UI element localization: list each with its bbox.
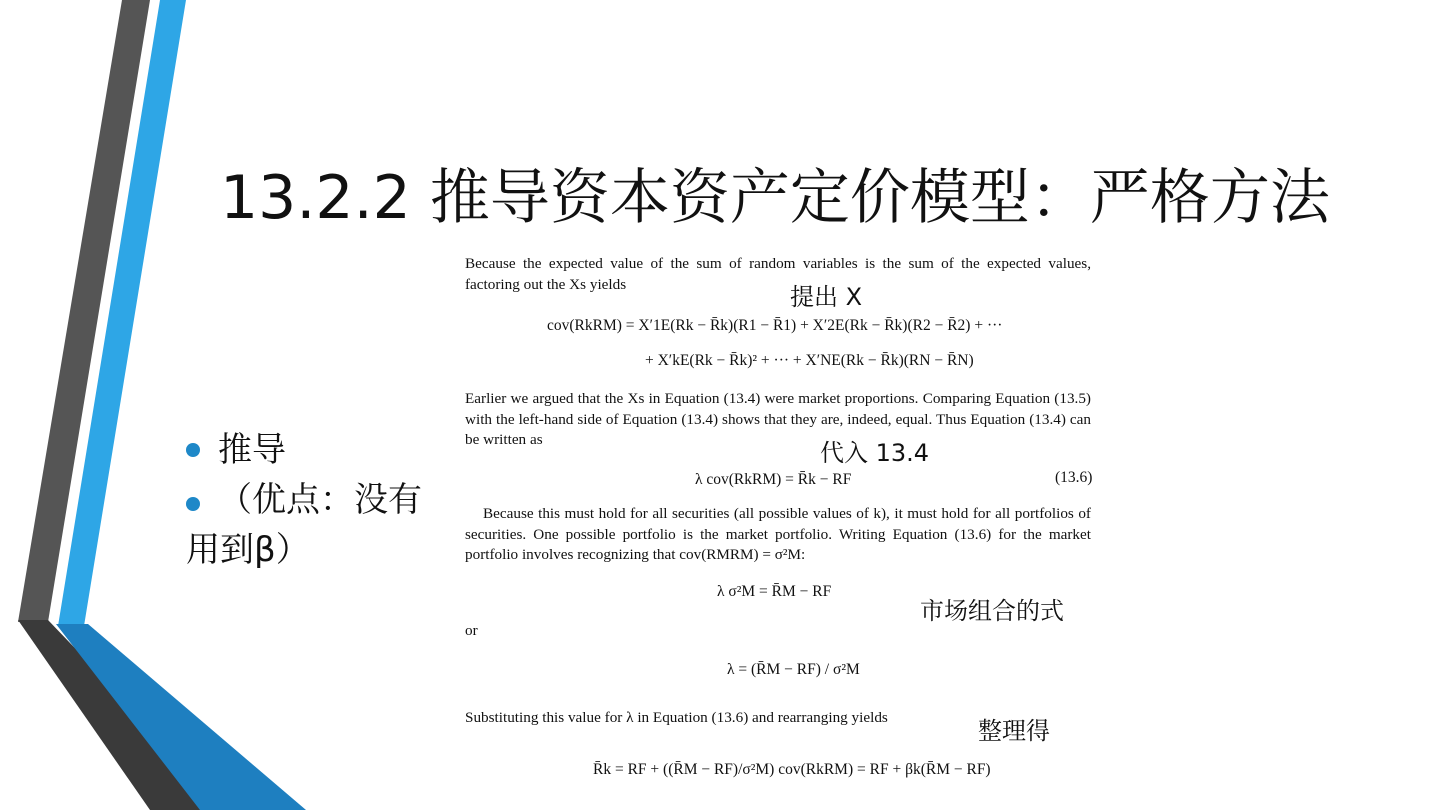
- paragraph-2: Earlier we argued that the Xs in Equation (13.4) were market proportions. Comparing Equation (13.5) with the left-hand side of Equation (13.4) shows that they are, indeed, equal. Thus Equation (13.4) can be written as: [465, 390, 1091, 448]
- annotation-rearrange: 整理得: [978, 717, 1050, 745]
- paragraph-4: Substituting this value for λ in Equation (13.6) and rearranging yields: [465, 709, 888, 726]
- paragraph-1: Because the expected value of the sum of random variables is the sum of the expected values, factoring out the Xs yields: [465, 255, 1091, 293]
- equation-market: λ σ²M = R̄M − RF: [717, 583, 832, 600]
- equation-capm: R̄k = RF + ((R̄M − RF)/σ²M) cov(RkRM) = RF + βk(R̄M − RF): [593, 761, 991, 778]
- annotation-substitute: 代入 13.4: [820, 439, 930, 467]
- bullet-dot-icon: [186, 497, 200, 511]
- annotation-market-portfolio: 市场组合的式: [920, 597, 1064, 625]
- bullet-text: 推导: [218, 430, 286, 470]
- bullet-dot-icon: [186, 443, 200, 457]
- equation-1-line-1: cov(RkRM) = X′1E(Rk − R̄k)(R1 − R̄1) + X′2E(Rk − R̄k)(R2 − R̄2) + ···: [547, 317, 1003, 334]
- equation-number: (13.6): [1055, 469, 1093, 486]
- equation-lambda: λ = (R̄M − RF) / σ²M: [727, 661, 860, 678]
- annotation-factor-out: 提出 X: [790, 283, 863, 311]
- equation-13-6: λ cov(RkRM) = R̄k − RF: [695, 471, 852, 488]
- bullet-item: [186, 425, 426, 475]
- or-text: or: [465, 622, 478, 639]
- bullet-list: [186, 425, 426, 575]
- decorative-stripes: [0, 0, 320, 810]
- slide-title: 13.2.2 推导资本资产定价模型：严格方法: [220, 163, 1330, 233]
- bullet-text: （优点：没有用到β）: [186, 480, 422, 570]
- bullet-item: [186, 475, 426, 575]
- equation-1-line-2: + X′kE(Rk − R̄k)² + ··· + X′NE(Rk − R̄k)(RN − R̄N): [645, 352, 974, 369]
- paragraph-3: Because this must hold for all securities (all possible values of k), it must hold for all portfolios of securities. One possible portfolio is the market portfolio. Writing Equation (13.6) for the market portfolio involves recognizing that cov(RMRM) = σ²M:: [465, 505, 1091, 563]
